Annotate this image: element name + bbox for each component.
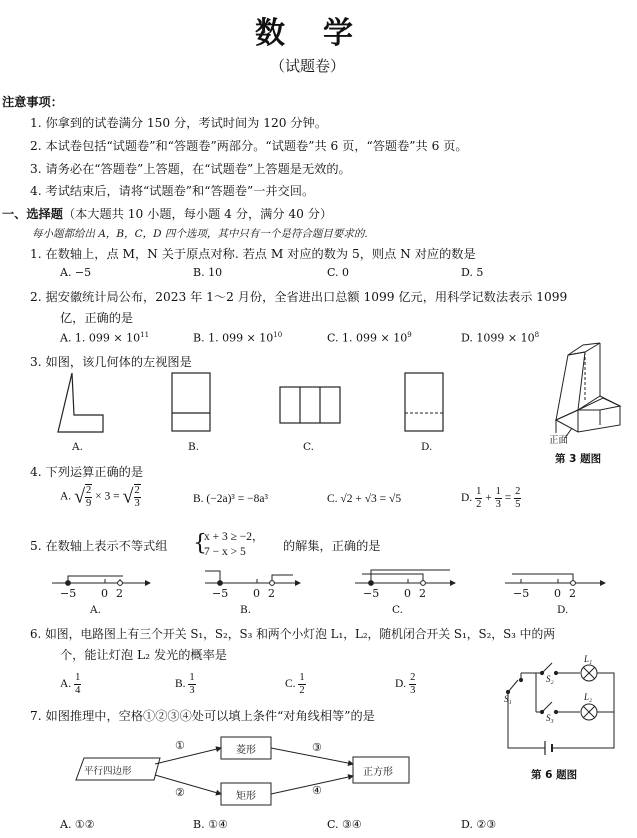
- frac-den: 3: [495, 499, 501, 510]
- notice-heading: 注意事项：: [2, 95, 63, 109]
- page-title: 数 学: [255, 16, 357, 51]
- tick-label: 0: [554, 587, 561, 600]
- q7-option-c: C. ③④: [327, 818, 362, 831]
- q5-label-d: D.: [557, 604, 569, 616]
- frac-den: 5: [515, 499, 521, 510]
- q1-stem: 1. 在数轴上，点 M，N 关于原点对称. 若点 M 对应的数为 5，则点 N 对应的数是: [30, 247, 476, 261]
- frac-den: 4: [75, 685, 81, 696]
- tick-label: −5: [513, 587, 530, 600]
- brace-symbol: {: [193, 531, 207, 556]
- circuit-label-s2: S₂: [546, 674, 554, 684]
- frac-den: 3: [189, 685, 195, 696]
- circuit-label-l1: L₁: [584, 654, 593, 664]
- q7-mark-4: ④: [312, 784, 322, 797]
- q3-caption: 第 3 题图: [555, 453, 602, 465]
- q7-option-b: B. ①④: [193, 818, 228, 831]
- q5-label-c: C.: [392, 604, 403, 616]
- frac-num: 2: [515, 486, 521, 497]
- q1-option-c: C. 0: [327, 266, 350, 279]
- q7-node-bottom-label: 矩形: [236, 791, 256, 802]
- frac-num: 1: [495, 486, 501, 497]
- q2-option-a-exp: 11: [140, 331, 150, 339]
- frac-num: 2: [86, 485, 92, 496]
- q5-label-a: A.: [90, 604, 101, 616]
- q4-option-b: B. (−2a)³ = −8a³: [193, 493, 268, 505]
- q2-option-d-exp: 8: [534, 331, 540, 339]
- q2-option-d-label: D. 1099 × 10: [461, 331, 535, 345]
- tick-label: 2: [419, 587, 426, 600]
- q4-d-label: D.: [461, 492, 473, 505]
- q3-stem: 3. 如图，该几何体的左视图是: [30, 355, 192, 369]
- q6-stem-line1: 6. 如图，电路图上有三个开关 S₁，S₂，S₃ 和两个小灯泡 L₁，L₂，随机闭合开关 S₁，S₂，S₃ 中的两: [30, 627, 556, 641]
- q1-option-a: A. −5: [60, 266, 92, 279]
- q7-mark-2: ②: [175, 786, 185, 799]
- q1-option-b: B. 10: [193, 266, 223, 279]
- q7-node-top-label: 菱形: [236, 745, 256, 756]
- frac-num: 1: [189, 672, 195, 683]
- q7-stem: 7. 如图推理中，空格①②③④处可以填上条件“对角线相等”的是: [30, 709, 375, 723]
- q4-a-mid: × 3 =: [95, 490, 120, 503]
- q6-c-label: C.: [285, 678, 296, 691]
- q4-stem: 4. 下列运算正确的是: [30, 465, 144, 479]
- q6-a-label: A.: [60, 678, 72, 691]
- frac-num: 2: [410, 672, 416, 683]
- q3-front-label: 正面: [549, 435, 569, 446]
- frac-num: 1: [75, 672, 81, 683]
- frac-den: 3: [134, 498, 140, 509]
- q2-stem-line2: 亿，正确的是: [60, 311, 134, 325]
- tick-label: 2: [116, 587, 123, 600]
- radical-symbol: √: [122, 485, 134, 508]
- q7-node-end-label: 正方形: [363, 767, 393, 778]
- page-subtitle: （试题卷）: [270, 57, 346, 75]
- section-heading-label: 一、选择题: [2, 207, 63, 221]
- q4-d-eq: =: [504, 492, 512, 505]
- q5-stem-pre: 5. 在数轴上表示不等式组: [30, 539, 168, 553]
- tick-label: 0: [404, 587, 411, 600]
- q4-d-op: +: [485, 492, 492, 505]
- q5-label-b: B.: [240, 604, 252, 616]
- notice-item: 2. 本试卷包括“试题卷”和“答题卷”两部分。“试题卷”共 6 页，“答题卷”共 6 页。: [30, 139, 468, 153]
- frac-num: 1: [476, 486, 482, 497]
- frac-den: 2: [476, 499, 482, 510]
- q7-mark-1: ①: [175, 739, 185, 752]
- notice-item: 3. 请务必在“答题卷”上答题，在“试题卷”上答题是无效的。: [30, 162, 351, 176]
- circuit-label-s3: S₃: [546, 713, 554, 723]
- notice-item: 4. 考试结束后，请将“试题卷”和“答题卷”一并交回。: [30, 184, 315, 198]
- section-heading-detail: （本大题共 10 小题，每小题 4 分，满分 40 分）: [62, 207, 333, 221]
- q4-option-c: C. √2 + √3 = √5: [327, 493, 402, 505]
- frac-num: 2: [134, 485, 140, 496]
- q7-option-a: A. ①②: [60, 818, 95, 831]
- q7-option-d: D. ②③: [461, 818, 497, 831]
- q5-system-line2: 7 − x > 5: [204, 546, 246, 558]
- notice-item: 1. 你拿到的试卷满分 150 分，考试时间为 120 分钟。: [30, 116, 327, 130]
- q2-option-a-label: A. 1. 099 × 10: [60, 331, 141, 345]
- q2-option-b-label: B. 1. 099 × 10: [193, 331, 274, 345]
- q7-node-start-label: 平行四边形: [84, 766, 132, 777]
- q6-b-label: B.: [175, 678, 186, 691]
- q3-label-c: C.: [303, 441, 314, 453]
- circuit-label-s1: S₁: [504, 694, 512, 704]
- frac-den: 3: [410, 685, 416, 696]
- tick-label: 2: [569, 587, 576, 600]
- q5-stem-post: 的解集，正确的是: [283, 539, 381, 553]
- q5-system-line1: x + 3 ≥ −2，: [204, 531, 264, 543]
- q4-a-label: A.: [60, 490, 72, 503]
- q2-option-c-exp: 9: [407, 331, 412, 339]
- q3-label-b: B.: [188, 441, 200, 453]
- q6-stem-line2: 个，能让灯泡 L₂ 发光的概率是: [60, 648, 227, 662]
- q1-option-d: D. 5: [461, 266, 484, 279]
- frac-den: 2: [299, 685, 305, 696]
- section-instruction: 每小题都给出 A，B，C，D 四个选项，其中只有一个是符合题目要求的.: [32, 228, 368, 240]
- tick-label: 0: [253, 587, 260, 600]
- radical-symbol: √: [74, 485, 86, 508]
- q6-d-label: D.: [395, 678, 407, 691]
- q7-mark-3: ③: [312, 741, 322, 754]
- tick-label: −5: [212, 587, 229, 600]
- tick-label: 2: [268, 587, 275, 600]
- q2-option-c-label: C. 1. 099 × 10: [327, 331, 408, 345]
- tick-label: −5: [363, 587, 380, 600]
- q3-label-d: D.: [421, 441, 433, 453]
- q3-label-a: A.: [72, 441, 83, 453]
- q6-caption: 第 6 题图: [531, 769, 578, 781]
- frac-num: 1: [299, 672, 305, 683]
- tick-label: 0: [101, 587, 108, 600]
- q2-stem-line1: 2. 据安徽统计局公布，2023 年 1～2 月份，全省进出口总额 1099 亿元，用科学记数法表示 1099: [30, 290, 568, 304]
- frac-den: 9: [86, 498, 92, 509]
- tick-label: −5: [60, 587, 77, 600]
- q2-option-b-exp: 10: [273, 331, 283, 339]
- circuit-label-l2: L₂: [584, 692, 593, 702]
